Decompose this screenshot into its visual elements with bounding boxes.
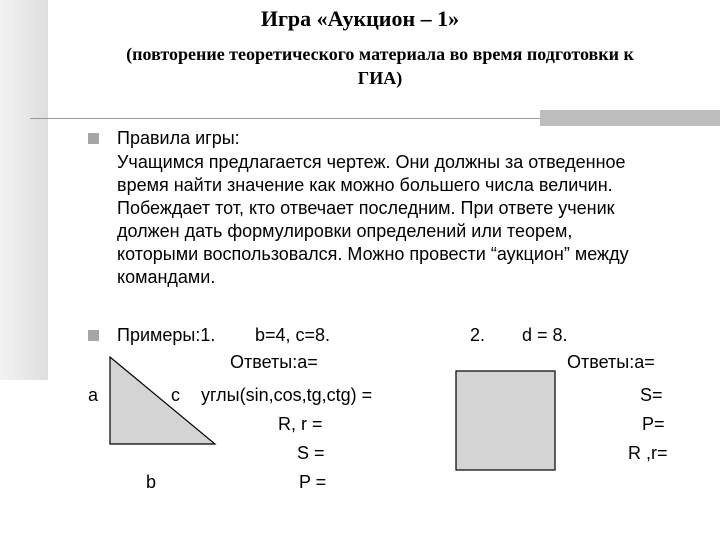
triangle-label-a: а [88, 385, 99, 405]
rules-line: время найти значение как можно большего числа величин. [117, 175, 613, 195]
bullet-square-icon [88, 330, 99, 341]
rules-line: Побеждает тот, кто отвечает последним. При ответе ученик [117, 198, 615, 218]
divider-accent-box [540, 110, 720, 126]
example2-given: d = 8. [522, 325, 568, 345]
rules-line: которыми воспользовался. Можно провести “аукцион” между [117, 244, 629, 264]
square-figure [455, 370, 557, 472]
triangle-shape [110, 357, 215, 444]
example2-r-line: R ,r= [628, 443, 668, 463]
rules-heading: Правила игры: [117, 128, 240, 148]
example2-number: 2. [470, 325, 486, 345]
triangle-label-c: c [171, 385, 180, 405]
example2-s-line: S= [640, 385, 663, 405]
rules-body [117, 151, 707, 289]
slide-title: Игра «Аукцион – 1» [260, 6, 460, 31]
example2-answers-label: Ответы:а= [567, 352, 655, 372]
bullet-square-icon [88, 133, 99, 144]
rules-line: Учащимся предлагается чертеж. Они должны за отведенное [117, 152, 626, 172]
subtitle-line-1: (повторение теоретического материала во время подготовки к [126, 44, 634, 64]
example1-r-line: R, r = [278, 414, 323, 434]
example1-given: b=4, c=8. [255, 325, 331, 345]
example1-s-line: S = [297, 443, 325, 463]
triangle-label-b: b [146, 472, 157, 492]
subtitle-line-2: ГИА) [357, 68, 403, 88]
example1-answers-label: Ответы:а= [230, 352, 318, 372]
title-divider [30, 118, 540, 119]
example1-p-line: P = [299, 472, 327, 492]
slide-subtitle [80, 42, 680, 90]
square-shape [456, 371, 555, 470]
left-decorative-bar [0, 0, 48, 380]
examples-label: Примеры:1. [117, 325, 216, 345]
rules-line: должен дать формулировки определений или теорем, [117, 221, 573, 241]
example1-angles: углы(sin,cos,tg,ctg) = [201, 385, 373, 405]
example2-p-line: P= [642, 414, 665, 434]
rules-line: командами. [117, 267, 216, 287]
